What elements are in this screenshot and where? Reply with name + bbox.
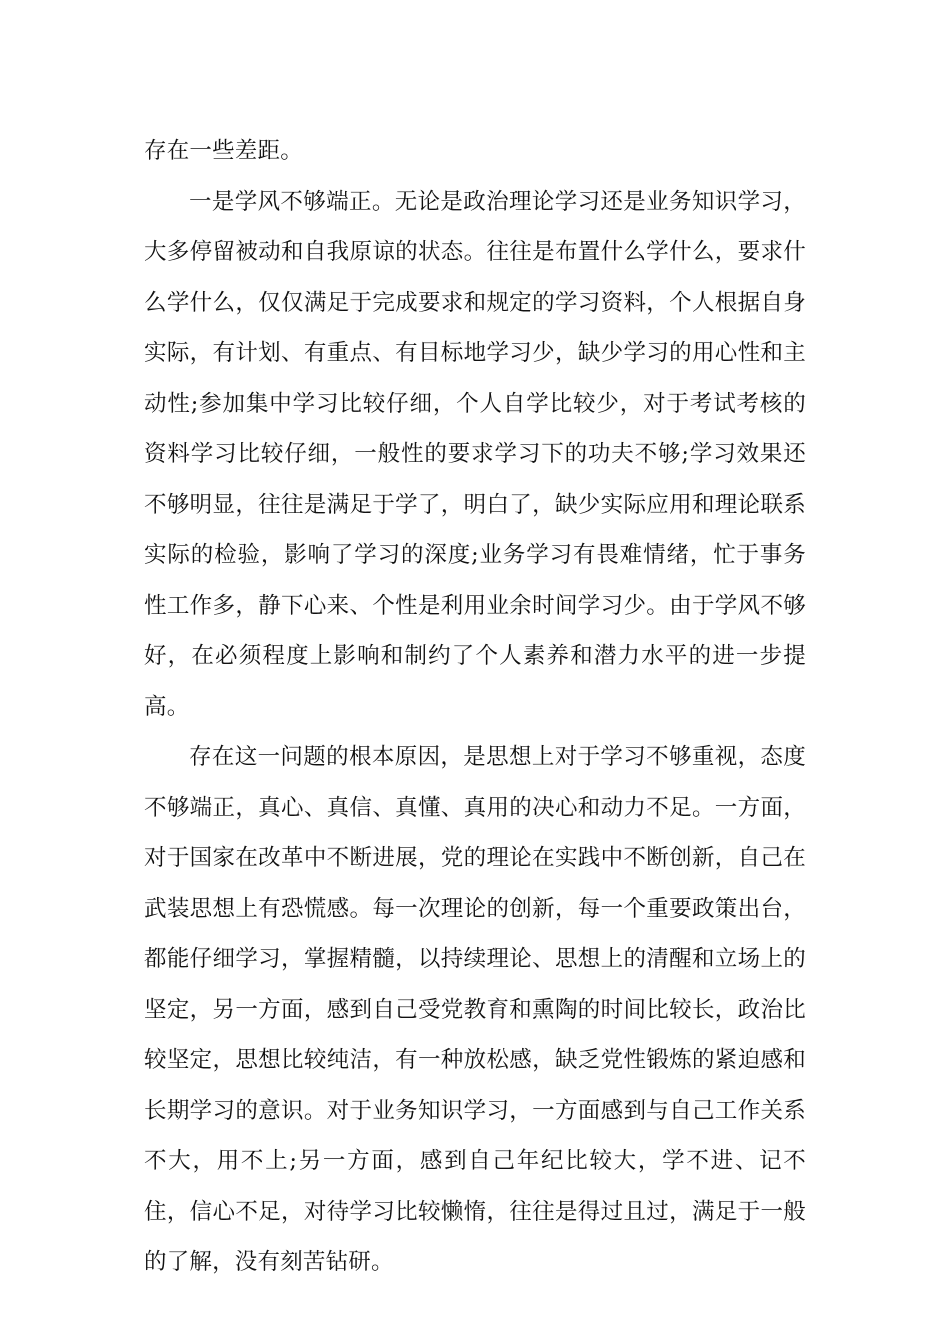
paragraph-study-style: 一是学风不够端正。无论是政治理论学习还是业务知识学习，大多停留被动和自我原谅的状态。往往是布置什么学什么，要求什么学什么，仅仅满足于完成要求和规定的学习资料，个人根据自身实际，有计划、有重点、有目标地学习少，缺少学习的用心性和主动性;参加集中学习比较仔细，个人自学比较少，对于考试考核的资料学习比较仔细，一般性的要求学习下的功夫不够;学习效果还不够明显，往往是满足于学了，明白了，缺少实际应用和理论联系实际的检验，影响了学习的深度;业务学习有畏难情绪，忙于事务性工作多，静下心来、个性是利用业余时间学习少。由于学风不够好，在必须程度上影响和制约了个人素养和潜力水平的进一步提高。 [144,188,806,720]
paragraph-continuation: 存在一些差距。 [144,138,303,164]
body-text [144,126,806,1288]
paragraph-root-cause: 存在这一问题的根本原因，是思想上对于学习不够重视，态度不够端正，真心、真信、真懂、真用的决心和动力不足。一方面，对于国家在改革中不断进展，党的理论在实践中不断创新，自己在武装思想上有恐慌感。每一次理论的创新，每一个重要政策出台，都能仔细学习，掌握精髓，以持续理论、思想上的清醒和立场上的坚定，另一方面，感到自己受党教育和熏陶的时间比较长，政治比较坚定，思想比较纯洁，有一种放松感，缺乏党性锻炼的紧迫感和长期学习的意识。对于业务知识学习，一方面感到与自己工作关系不大，用不上;另一方面，感到自己年纪比较大，学不进、记不住，信心不足，对待学习比较懒惰，往往是得过且过，满足于一般的了解，没有刻苦钻研。 [144,744,806,1275]
